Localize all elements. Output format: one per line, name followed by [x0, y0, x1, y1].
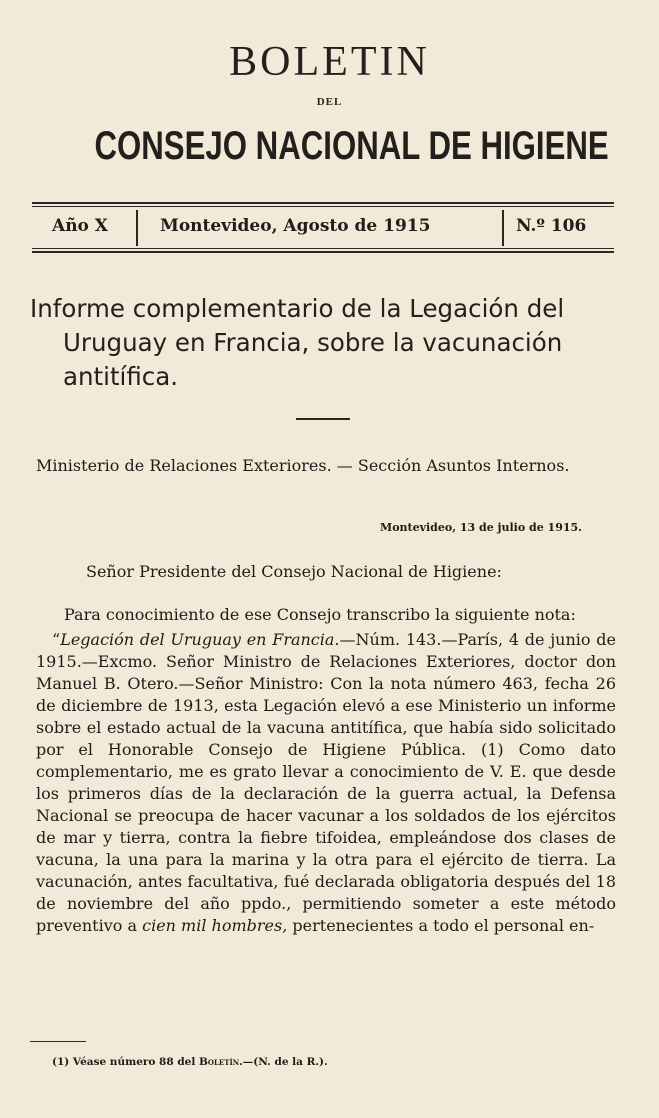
footnote-text-before: (1) Véase número 88 del — [52, 1056, 199, 1068]
footnote — [52, 1056, 328, 1068]
letter-intro-paragraph: Para conocimiento de ese Consejo transcribo la siguiente nota: — [64, 605, 576, 624]
article-title: Informe complementario de la Legación del Uruguay en Francia, sobre la vacunación antitífica. — [30, 294, 565, 391]
quote-body-part1: —Núm. 143.—París, 4 de junio de 1915.—Excmo. Señor Ministro de Relaciones Exteriores, doctor don Manuel B. Otero.—Señor Ministro: Con la nota número 463, fecha 26 de diciembre de 1913, esta Legación elevó a ese Ministerio un informe sobre el estado actual de la vacuna antitífica, que había sido solicitado por el Honorable Consejo de Higiene Pública. (1) Como dato complementario, me es grato llevar a conocimiento de V. E. que desde los primeros días de la declaración de la guerra actual, la Defensa Nacional se preocupa de hacer vacunar a los soldados de los ejércitos de mar y tierra, contra la fiebre tifoidea, empleándose dos clases de vacuna, la una para la marina y la otra para el ejército de tierra. La vacunación, antes facultativa, fué declarada obligatoria después del 18 de noviembre del año ppdo., permitiendo someter a este método preventivo a — [36, 630, 616, 935]
quoted-note-paragraph — [36, 629, 616, 937]
ministry-heading: Ministerio de Relaciones Exteriores. — Sección Asuntos Internos. — [36, 456, 570, 475]
issue-bar-separator — [136, 210, 138, 246]
issue-bar-bottom-rule — [32, 251, 614, 253]
footnote-text-after: .—(N. de la R.). — [239, 1056, 328, 1068]
masthead-council-name: CONSEJO NACIONAL DE HIGIENE — [94, 124, 609, 168]
issue-bar-top-rule-thin — [32, 206, 614, 207]
issue-year: Año X — [52, 216, 108, 236]
issue-place-date: Montevideo, Agosto de 1915 — [160, 216, 431, 236]
quote-body-part2: pertenecientes a todo el personal en- — [287, 916, 595, 935]
issue-number: N.º 106 — [516, 216, 587, 236]
issue-info-bar — [32, 196, 614, 258]
quote-emphasis: cien mil hombres, — [142, 916, 288, 935]
masthead-title: BOLETIN — [229, 39, 430, 85]
footnote-rule — [30, 1041, 86, 1042]
quote-source: Legación del Uruguay en Francia. — [60, 630, 340, 649]
letter-body — [36, 604, 616, 940]
title-divider — [296, 418, 350, 420]
issue-bar-bottom-rule-thin — [32, 248, 614, 249]
masthead-connector: DEL — [316, 96, 343, 108]
issue-bar-top-rule — [32, 202, 614, 204]
issue-bar-separator — [502, 210, 504, 246]
letter-date: Montevideo, 13 de julio de 1915. — [380, 521, 582, 534]
letter-salutation: Señor Presidente del Consejo Nacional de Higiene: — [86, 562, 502, 581]
opening-quote: “ — [52, 630, 61, 649]
footnote-bulletin: Boletín — [199, 1056, 240, 1068]
